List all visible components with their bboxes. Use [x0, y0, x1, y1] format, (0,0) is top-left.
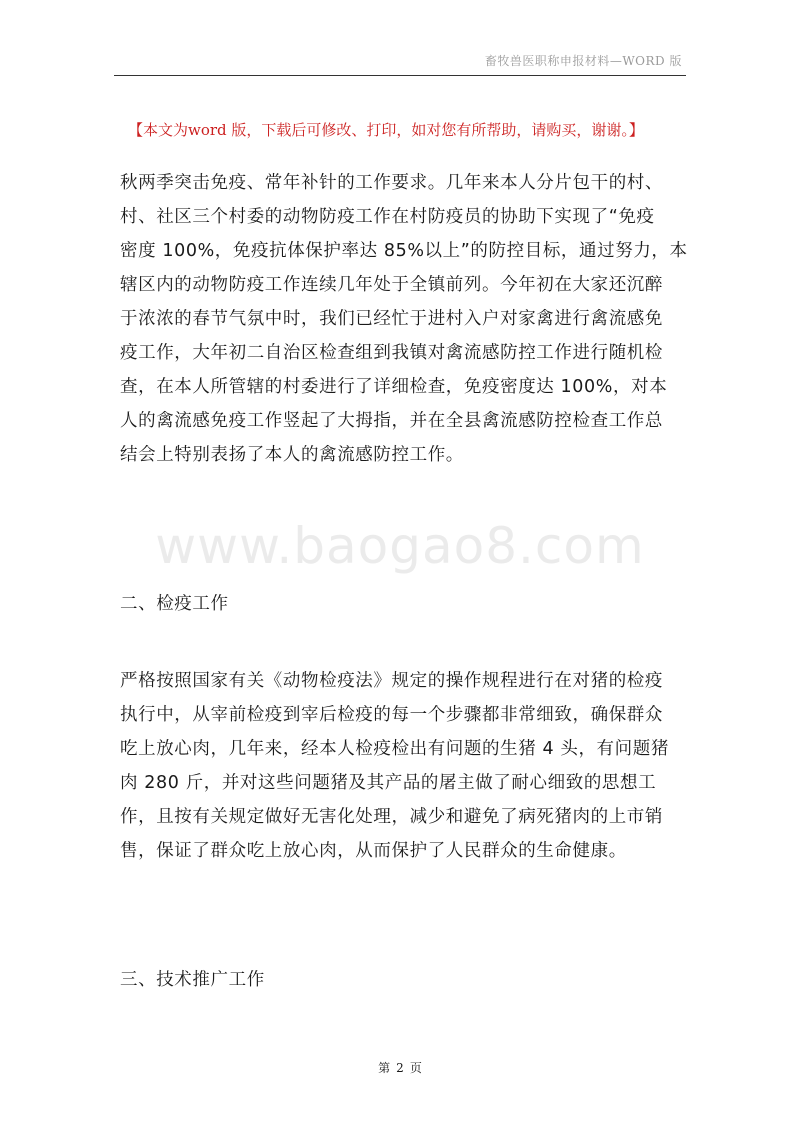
text-line: 严格按照国家有关《动物检疫法》规定的操作规程进行在对猪的检疫: [120, 671, 663, 691]
text-line: 秋两季突击免疫、常年补针的工作要求。几年来本人分片包干的村、: [120, 173, 663, 193]
text-line: 吃上放心肉，几年来，经本人检疫检出有问题的生猪 4 头，有问题猪: [120, 739, 669, 759]
text-line: 执行中，从宰前检疫到宰后检疫的每一个步骤都非常细致，确保群众: [120, 705, 663, 725]
paragraph-epidemic-prevention: [120, 166, 688, 472]
text-line: 肉 280 斤，并对这些问题猪及其产品的屠主做了耐心细致的思想工: [120, 773, 657, 793]
text-line: 村、社区三个村委的动物防疫工作在村防疫员的协助下实现了“免疫: [120, 207, 655, 227]
section-heading-tech-promotion: 三、技术推广工作: [120, 970, 265, 990]
download-notice: 【本文为word 版，下载后可修改、打印，如对您有所帮助，请购买，谢谢。】: [128, 121, 644, 139]
text-line: 售，保证了群众吃上放心肉，从而保护了人民群众的生命健康。: [120, 841, 627, 861]
text-line: 查，在本人所管辖的村委进行了详细检查，免疫密度达 100%，对本: [120, 377, 668, 397]
watermark: www.baogao8.com: [155, 517, 645, 575]
text-line: 结会上特别表扬了本人的禽流感防控工作。: [120, 445, 464, 465]
page-number: 2: [396, 1061, 404, 1075]
text-line: 于浓浓的春节气氛中时，我们已经忙于进村入户对家禽进行禽流感免: [120, 309, 663, 329]
header-rule: [114, 75, 686, 76]
page-number-suffix: 页: [409, 1061, 422, 1075]
page-number-prefix: 第: [378, 1061, 391, 1075]
section-heading-quarantine: 二、检疫工作: [120, 594, 229, 614]
text-line: 人的禽流感免疫工作竖起了大拇指，并在全县禽流感防控检查工作总: [120, 411, 663, 431]
text-line: 密度 100%，免疫抗体保护率达 85%以上”的防控目标，通过努力，本: [120, 241, 688, 261]
text-line: 作，且按有关规定做好无害化处理，减少和避免了病死猪肉的上市销: [120, 807, 663, 827]
text-line: 疫工作，大年初二自治区检查组到我镇对禽流感防控工作进行随机检: [120, 343, 663, 363]
running-header: 畜牧兽医职称申报材料—WORD 版: [484, 54, 682, 68]
page-footer: [0, 1059, 800, 1076]
paragraph-quarantine: [120, 664, 688, 868]
text-line: 辖区内的动物防疫工作连续几年处于全镇前列。今年初在大家还沉醉: [120, 275, 663, 295]
